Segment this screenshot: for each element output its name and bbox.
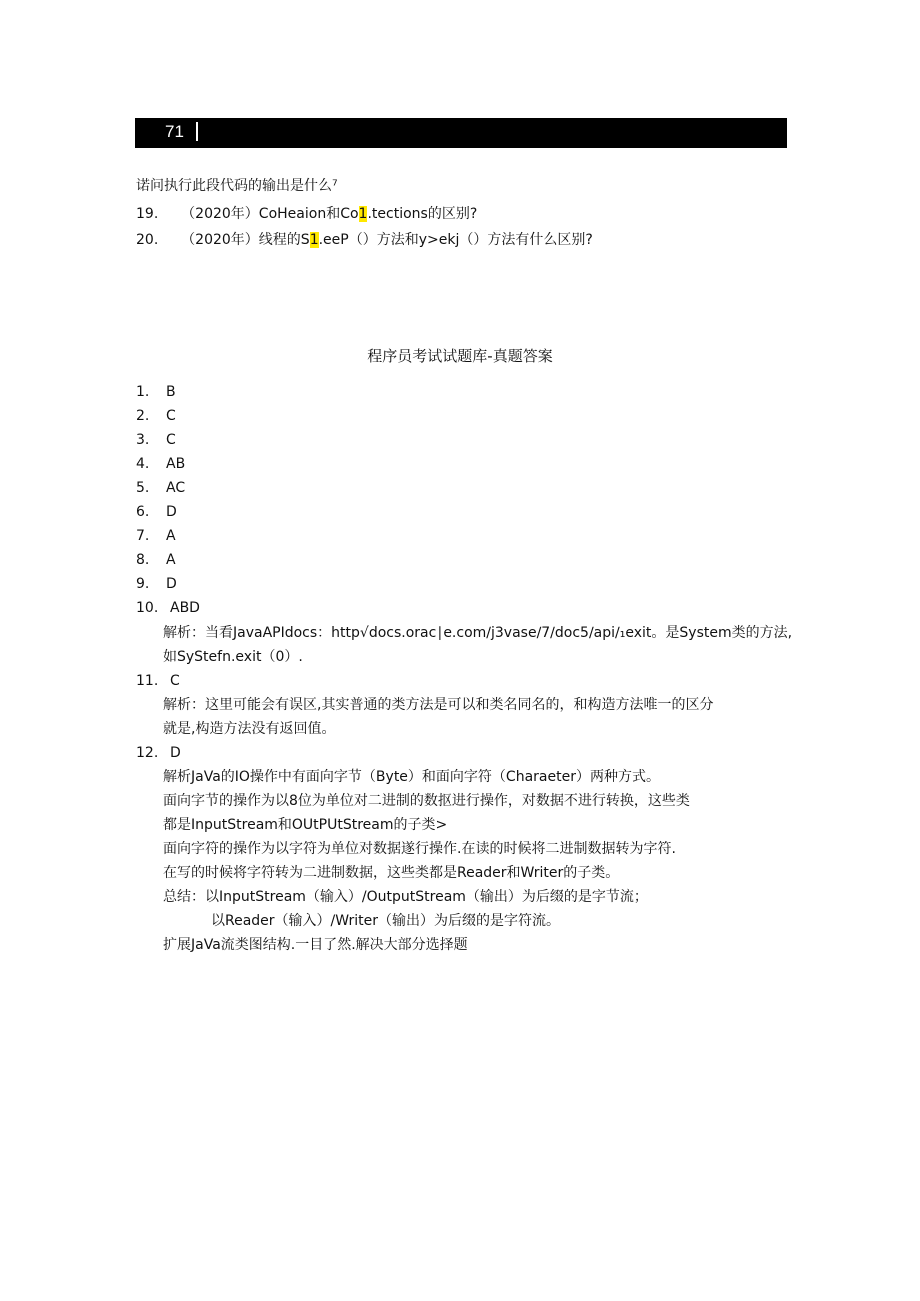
explanation-line: 解析：当看JavaAPIdocs：http√docs.orac∣e.com∕j3vase∕7∕doc5∕api∕₁exit。是System类的方法, xyxy=(163,625,793,641)
explanation-line: 总结：以InputStream（输入）/OutputStream（输出）为后缀的是字节流； xyxy=(163,889,648,905)
header-divider xyxy=(196,122,198,141)
answer-number: 12. xyxy=(136,745,159,761)
answer-number: 6. xyxy=(136,504,150,520)
answer-value: D xyxy=(166,576,177,592)
answer-value: ABD xyxy=(170,600,200,616)
answer-value: B xyxy=(166,384,176,400)
answer-value: C xyxy=(166,432,176,448)
question-text-end: .eeP（）方法和y>ekj（）方法有什么区别? xyxy=(318,232,593,248)
answer-value: AB xyxy=(166,456,186,472)
explanation-line: 扩展JaVa流类图结构.一目了然.解决大部分选择题 xyxy=(163,937,468,953)
answer-number: 8. xyxy=(136,552,150,568)
highlighted-text: 1 xyxy=(309,232,319,248)
page-header-bar xyxy=(135,118,787,148)
answer-number: 5. xyxy=(136,480,150,496)
answer-value: A xyxy=(166,528,176,544)
answer-number: 1. xyxy=(136,384,150,400)
answer-value: D xyxy=(166,504,177,520)
explanation-line: 面向字符的操作为以字符为单位对数据遂行操作.在读的时候将二进制数据转为字符. xyxy=(163,841,676,857)
question-number: 19. xyxy=(136,206,159,222)
highlighted-text: 1 xyxy=(358,206,368,222)
explanation-line: 解析JaVa的IO操作中有面向字节（Byte）和面向字符（Charaeter）两种方式。 xyxy=(163,769,660,785)
question-number: 20. xyxy=(136,232,159,248)
page-number: 71 xyxy=(165,122,184,141)
answer-number: 11. xyxy=(136,673,159,689)
question-text-start: （2020年）CoHeaion和Co xyxy=(181,206,359,222)
explanation-line: 在写的时候将字符转为二进制数据，这些类都是Reader和Writer的子类。 xyxy=(163,865,620,881)
answer-number: 3. xyxy=(136,432,150,448)
explanation-line: 面向字节的操作为以8位为单位对二进制的数抠进行操作，对数据不进行转换，这些类 xyxy=(163,793,690,809)
explanation-line: 解析：这里可能会有误区,其实普通的类方法是可以和类名同名的，和构造方法唯一的区分 xyxy=(163,697,714,713)
question-text-end: .tections的区别? xyxy=(367,206,478,222)
question-text-start: （2020年）线程的S xyxy=(181,232,310,248)
explanation-line: 以Reader（输入）/Writer（输出）为后缀的是字符流。 xyxy=(211,913,560,929)
answer-number: 10. xyxy=(136,600,159,616)
question-intro: 诺问执行此段代码的输出是什么⁷ xyxy=(136,178,338,194)
answer-value: C xyxy=(166,408,176,424)
question-20 xyxy=(136,230,593,250)
answer-value: A xyxy=(166,552,176,568)
answer-value: D xyxy=(170,745,181,761)
answers-title: 程序员考试试题库-真题答案 xyxy=(367,347,553,365)
question-19 xyxy=(136,204,477,224)
answer-number: 2. xyxy=(136,408,150,424)
explanation-line: 都是InputStream和OUtPUtStream的子类> xyxy=(163,817,448,833)
answer-value: C xyxy=(170,673,180,689)
explanation-line: 如SyStefn.exit（0）. xyxy=(163,649,303,665)
answer-number: 7. xyxy=(136,528,150,544)
answer-value: AC xyxy=(166,480,186,496)
explanation-line: 就是,构造方法没有返回值。 xyxy=(163,721,336,737)
answer-number: 4. xyxy=(136,456,150,472)
answer-number: 9. xyxy=(136,576,150,592)
